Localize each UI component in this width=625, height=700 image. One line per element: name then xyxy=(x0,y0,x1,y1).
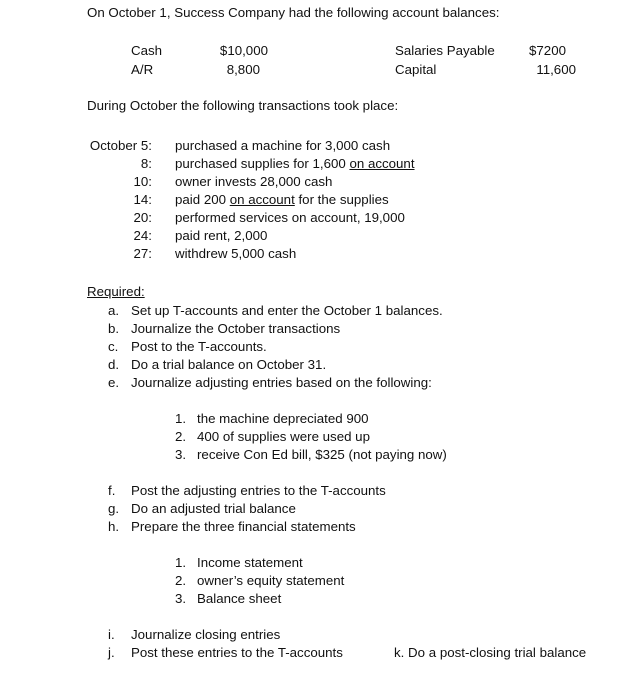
list-item: owner’s equity statement xyxy=(197,573,345,588)
capital-value: 11,600 xyxy=(536,62,576,77)
list-item: Set up T-accounts and enter the October 1 balances. xyxy=(131,303,443,318)
list-item: Post the adjusting entries to the T-accounts xyxy=(131,483,386,498)
list-item-letter: i. xyxy=(108,627,115,642)
list-item-letter: j. xyxy=(108,645,115,660)
list-item-letter: b. xyxy=(108,321,120,336)
list-item-letter: h. xyxy=(108,519,120,534)
transaction-text: paid 200 on account for the supplies xyxy=(175,192,389,207)
list-item-letter: f. xyxy=(108,483,116,498)
list-item-number: 3. xyxy=(175,447,187,462)
transaction-text: performed services on account, 19,000 xyxy=(175,210,405,225)
list-item-letter: d. xyxy=(108,357,120,372)
list-item-number: 3. xyxy=(175,591,187,606)
list-item-letter: e. xyxy=(108,375,120,390)
salaries-payable-value: $7200 xyxy=(529,43,566,58)
transaction-text: owner invests 28,000 cash xyxy=(175,174,333,189)
list-item: Post to the T-accounts. xyxy=(131,339,267,354)
required-heading: Required: xyxy=(87,284,145,299)
intro-text: On October 1, Success Company had the following account balances: xyxy=(87,5,500,20)
list-item: k. Do a post-closing trial balance xyxy=(394,645,587,660)
cash-value: $10,000 xyxy=(219,43,268,58)
transactions-heading: During October the following transactions took place: xyxy=(87,98,399,113)
ar-value: 8,800 xyxy=(226,62,260,77)
transaction-text: purchased a machine for 3,000 cash xyxy=(175,138,391,153)
list-item: Journalize the October transactions xyxy=(131,321,341,336)
list-item-letter: a. xyxy=(108,303,120,318)
transaction-text: purchased supplies for 1,600 on account xyxy=(175,156,415,171)
list-item: Do an adjusted trial balance xyxy=(131,501,296,516)
list-item: Income statement xyxy=(197,555,303,570)
transaction-date: 8: xyxy=(140,156,152,171)
list-item: receive Con Ed bill, $325 (not paying now) xyxy=(197,447,447,462)
transaction-date: 10: xyxy=(133,174,152,189)
list-item-letter: g. xyxy=(108,501,120,516)
ar-label: A/R xyxy=(131,62,154,77)
list-item-number: 2. xyxy=(175,429,187,444)
transaction-date: 20: xyxy=(133,210,152,225)
list-item: the machine depreciated 900 xyxy=(197,411,369,426)
transaction-text: paid rent, 2,000 xyxy=(175,228,268,243)
transaction-date: 24: xyxy=(133,228,152,243)
list-item-number: 2. xyxy=(175,573,187,588)
transaction-text: withdrew 5,000 cash xyxy=(175,246,297,261)
capital-label: Capital xyxy=(395,62,437,77)
transaction-date: 27: xyxy=(133,246,152,261)
list-item: Balance sheet xyxy=(197,591,282,606)
salaries-payable-label: Salaries Payable xyxy=(395,43,495,58)
list-item: Post these entries to the T-accounts xyxy=(131,645,343,660)
transaction-date: 14: xyxy=(133,192,152,207)
list-item: Do a trial balance on October 31. xyxy=(131,357,327,372)
list-item-number: 1. xyxy=(175,555,187,570)
list-item-letter: c. xyxy=(108,339,119,354)
transaction-date: October 5: xyxy=(89,138,152,153)
list-item-number: 1. xyxy=(175,411,187,426)
list-item: 400 of supplies were used up xyxy=(197,429,370,444)
list-item: Journalize adjusting entries based on the following: xyxy=(131,375,432,390)
list-item: Journalize closing entries xyxy=(131,627,281,642)
list-item: Prepare the three financial statements xyxy=(131,519,356,534)
cash-label: Cash xyxy=(131,43,163,58)
